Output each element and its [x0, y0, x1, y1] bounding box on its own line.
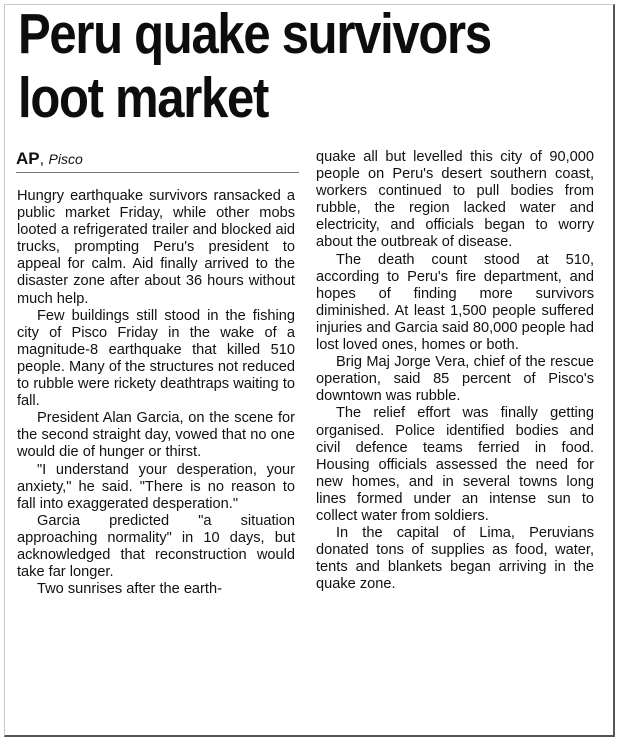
byline-rule [16, 172, 299, 173]
byline [16, 150, 296, 169]
byline-agency: AP [16, 149, 40, 168]
paragraph: Brig Maj Jorge Vera, chief of the rescue operation, said 85 percent of Pisco's downtown was rubble. [316, 354, 594, 405]
paragraph: quake all but levelled this city of 90,000 people on Peru's desert southern coast, workers continued to pull bodies from rubble, the region lacked water and electricity, and officials began to worry about the outbreak of disease. [316, 149, 594, 251]
paragraph: Garcia predicted "a situation approaching normality" in 10 days, but acknowledged that reconstruction would take far longer. [17, 512, 295, 581]
headline [18, 2, 525, 130]
byline-separator: , [39, 151, 49, 168]
paragraph: In the capital of Lima, Peruvians donated tons of supplies as food, water, tents and blankets began arriving in the quake zone. [316, 525, 594, 593]
paragraph: Two sunrises after the earth- [37, 581, 222, 598]
paragraph: President Alan Garcia, on the scene for the second straight day, vowed that no one would die of hunger or thirst. [17, 410, 295, 461]
paragraph: Hungry earthquake survivors ransacked a public market Friday, while other mobs looted a refrigerated trailer and blocked aid trucks, prompting Peru's president to appeal for calm. Aid finally arrived to the disaster zone after about 36 hours without much help. [17, 188, 295, 307]
article-column-2 [316, 149, 594, 593]
paragraph: Few buildings still stood in the fishing city of Pisco Friday in the wake of a magnitude-8 earthquake that killed 510 people. Many of the structures not reduced to rubble were rickety deathtraps waiting to fall. [17, 307, 295, 410]
article-column-1 [17, 188, 295, 598]
paragraph: "I understand your desperation, your anxiety," he said. "There is no reason to fall into exaggerated desperation." [17, 461, 295, 512]
paragraph: The relief effort was finally getting organised. Police identified bodies and civil defence teams ferried in food. Housing officials assessed the need for new homes, and in several towns long lines formed under an intense sun to collect water from soldiers. [316, 405, 594, 524]
headline-line-1: Peru quake survivors [18, 2, 491, 66]
byline-place: Pisco [48, 151, 83, 167]
paragraph: The death count stood at 510, according to Peru's fire department, and hopes of finding more survivors diminished. At least 1,500 people suffered injuries and Garcia said 80,000 people had lost loved ones, homes or both. [316, 251, 594, 354]
headline-line-2: loot market [18, 66, 269, 130]
